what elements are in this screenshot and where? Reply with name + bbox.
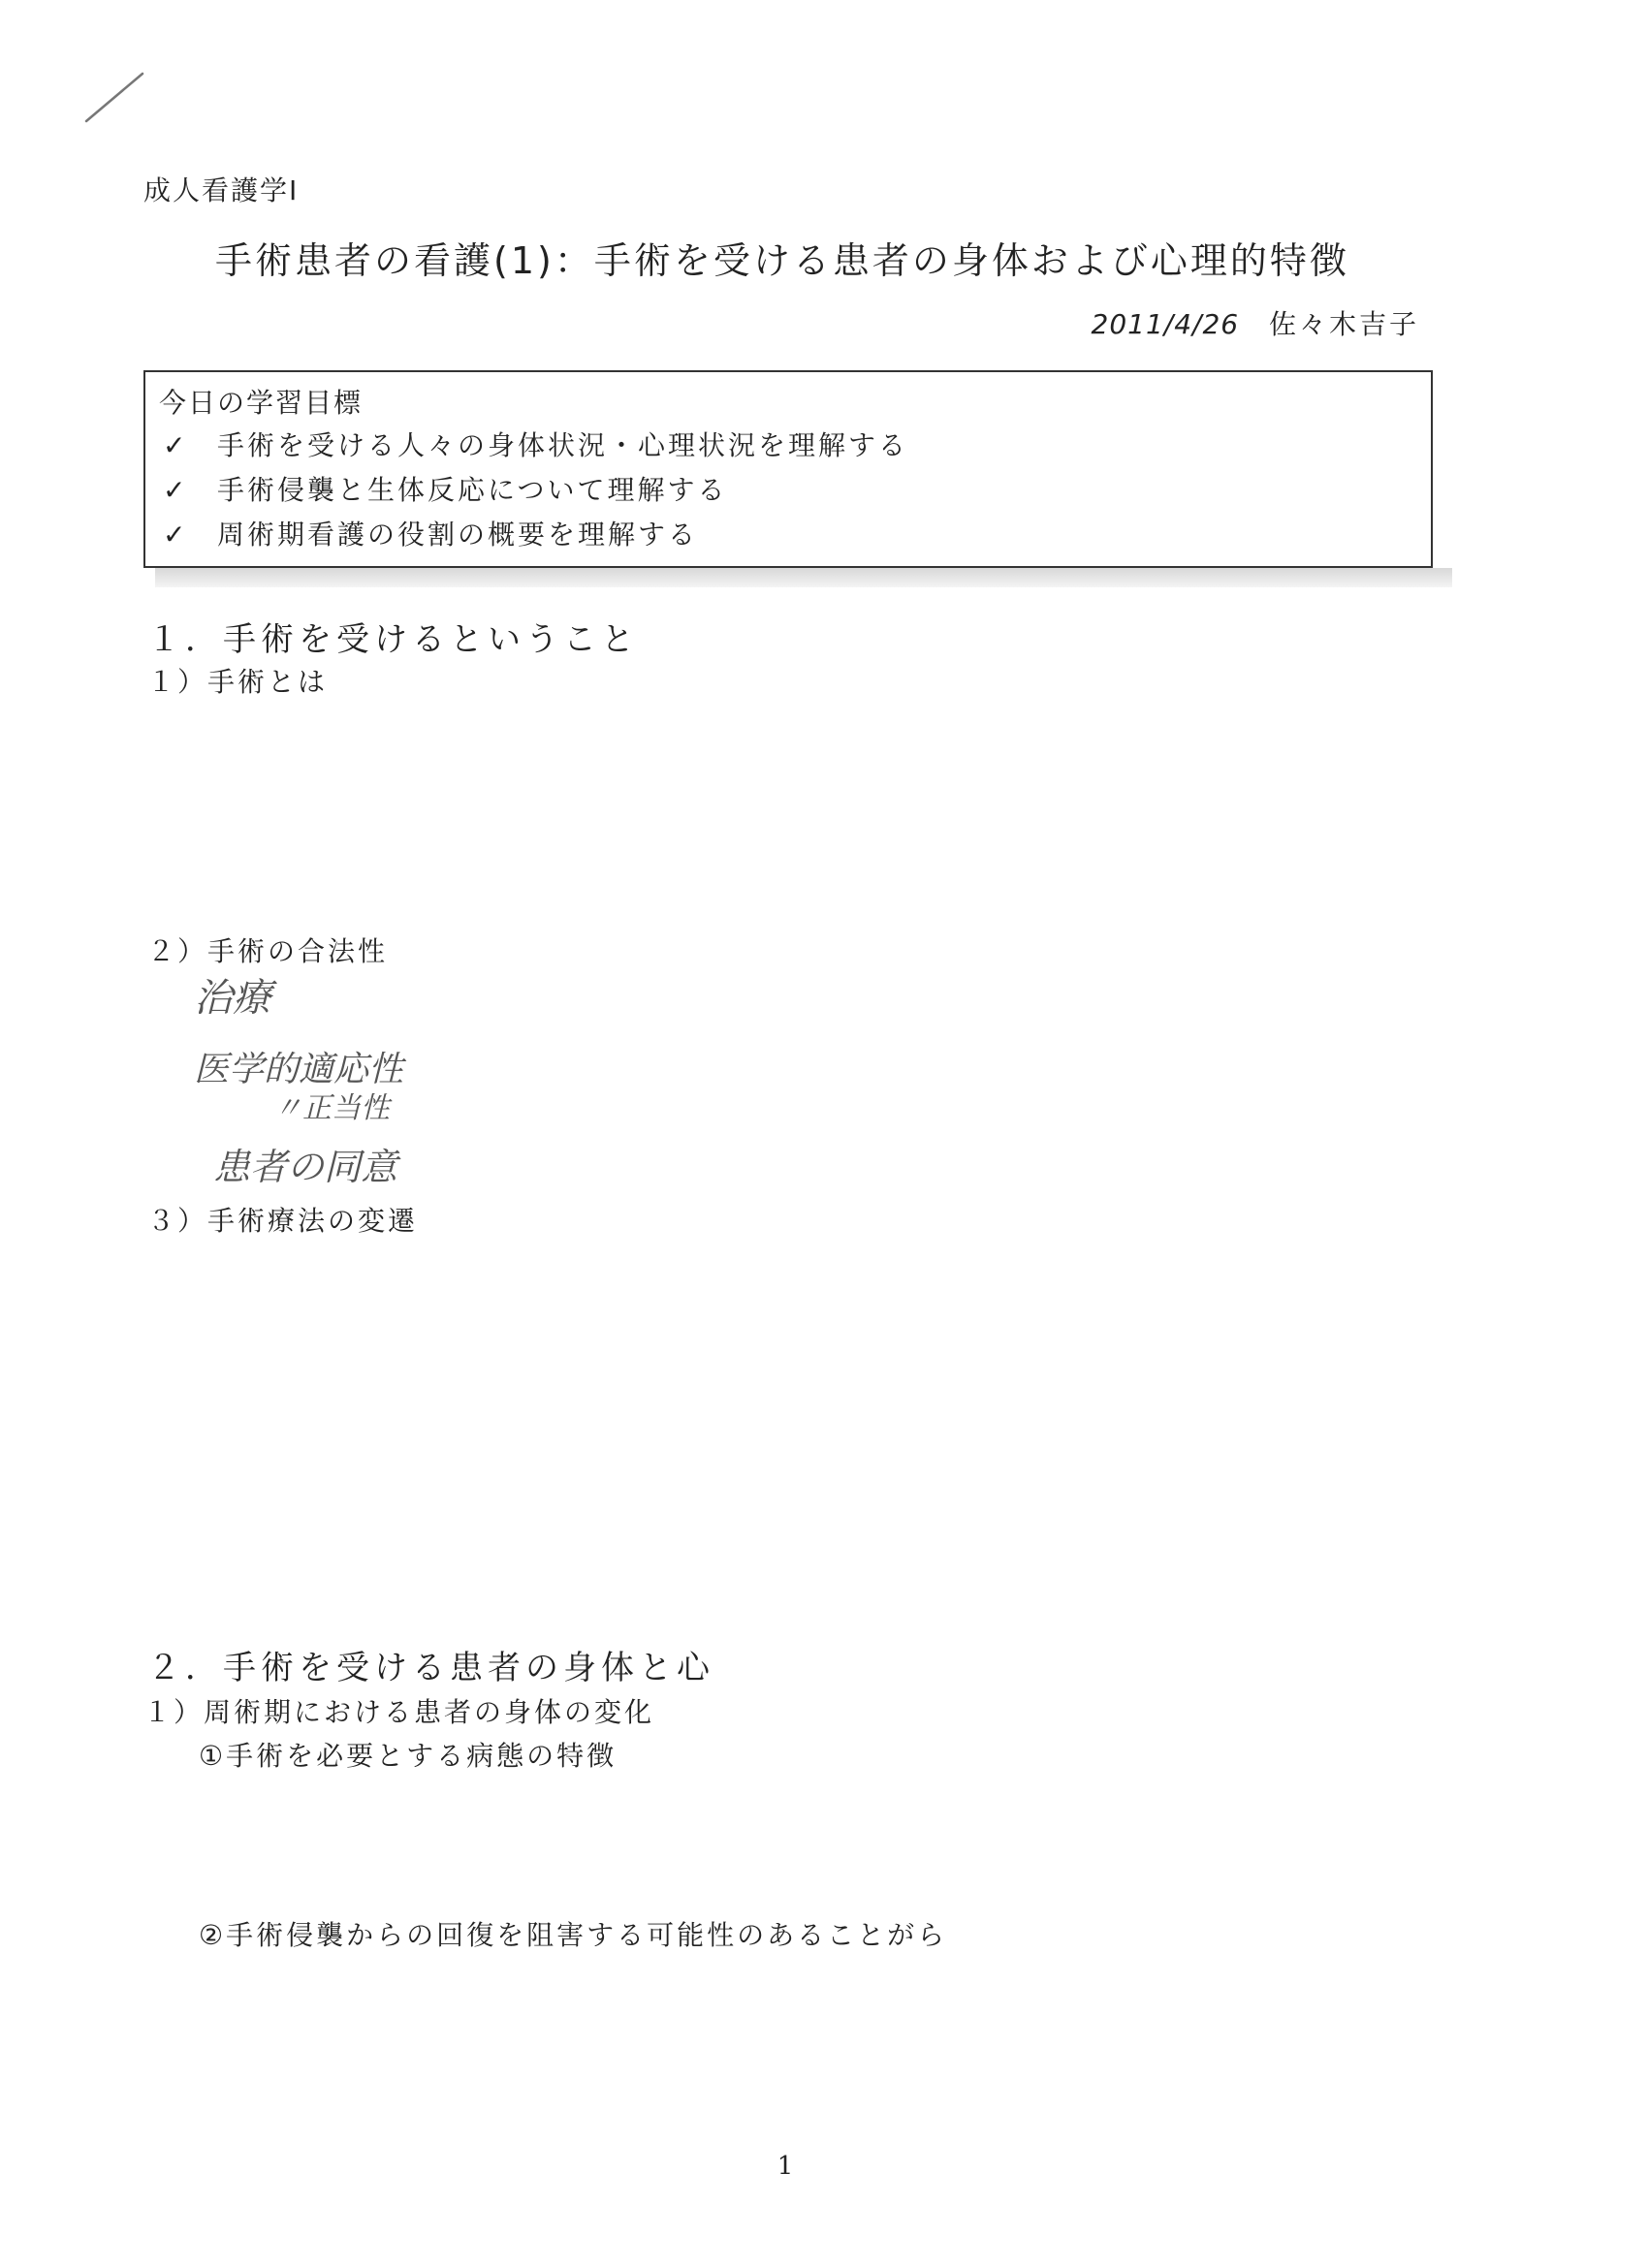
goal-text: 手術を受ける人々の身体状況・心理状況を理解する (217, 429, 909, 461)
page-number: 1 (776, 2152, 794, 2181)
learning-goals-box (143, 370, 1433, 568)
section-1-3-heading: ３）手術療法の変遷 (147, 1205, 419, 1237)
section-2-heading: ２．手術を受ける患者の身体と心 (147, 1649, 714, 1687)
course-name: 成人看護学Ⅰ (143, 174, 300, 206)
check-icon: ✓ (163, 519, 189, 551)
section-1-heading: １．手術を受けるということ (147, 620, 639, 659)
handwritten-note: 〃正当性 (273, 1091, 390, 1125)
section-2-1-item-1: ①手術を必要とする病態の特徴 (199, 1740, 618, 1772)
goals-title: 今日の学習目標 (159, 387, 364, 419)
check-icon: ✓ (163, 429, 189, 461)
goal-text: 周術期看護の役割の概要を理解する (217, 519, 699, 551)
section-2-1-heading: １）周術期における患者の身体の変化 (143, 1696, 655, 1728)
handwritten-note: 医学的適応性 (194, 1050, 404, 1089)
handwritten-notes (184, 974, 475, 1207)
section-1-1-heading: １）手術とは (147, 666, 329, 698)
goal-item (163, 514, 698, 552)
goal-item (163, 469, 727, 508)
goal-item (163, 425, 908, 463)
check-icon: ✓ (163, 474, 189, 506)
lecture-date: 2011/4/26 (1091, 308, 1240, 340)
goal-text: 手術侵襲と生体反応について理解する (217, 474, 728, 506)
handwritten-note: 患者の同意 (213, 1146, 398, 1188)
document-title: 手術患者の看護(1)：手術を受ける患者の身体および心理的特徴 (215, 239, 1349, 282)
goals-box-shadow (155, 568, 1452, 587)
section-1-2-heading: ２）手術の合法性 (147, 935, 389, 967)
section-2-1-item-2: ②手術侵襲からの回復を阻害する可能性のあることがら (199, 1919, 948, 1951)
date-author-line (1092, 303, 1420, 342)
handwritten-note: 治療 (194, 976, 271, 1021)
author-name: 佐々木吉子 (1268, 308, 1419, 340)
pencil-stroke-mark (82, 68, 160, 126)
